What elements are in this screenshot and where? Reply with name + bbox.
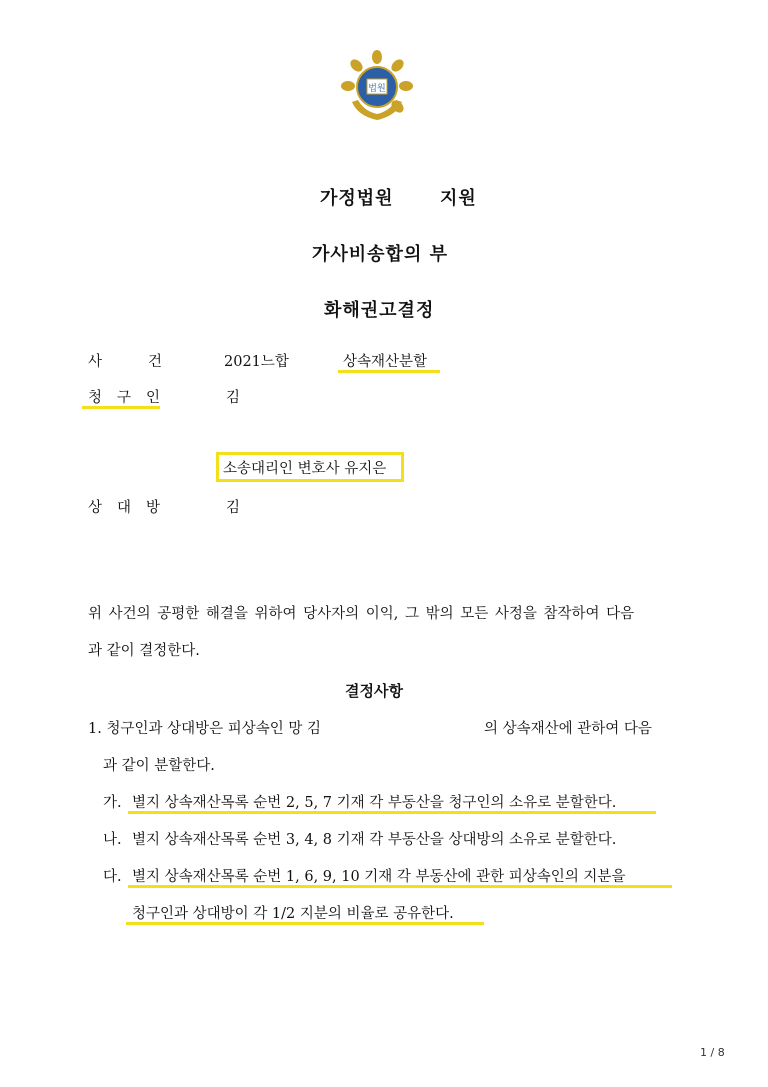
- item1-line2: 과 같이 분할한다.: [103, 758, 215, 774]
- petitioner-label-highlight: [82, 406, 160, 409]
- respondent-label-char-2: 대: [117, 500, 132, 516]
- item-da-marker: 다.: [103, 869, 122, 885]
- item-da-text-line-2: 청구인과 상대방이 각 1/2 지분의 비율로 공유한다.: [132, 906, 454, 922]
- document-title: 화해권고결정: [324, 300, 435, 321]
- division-name: 가사비송합의 부: [312, 244, 448, 265]
- petitioner-label-char-2: 구: [117, 390, 132, 406]
- case-name-highlight: [338, 370, 440, 373]
- item-da-line2-highlight: [126, 922, 484, 925]
- emblem-seal-text: 법원: [368, 84, 386, 94]
- respondent-label-char-3: 방: [146, 500, 161, 516]
- item1-line1-part-b: 의 상속재산에 관하여 다음: [484, 721, 652, 737]
- petitioner-name: 김: [226, 390, 241, 406]
- petitioner-label-char-3: 인: [146, 390, 161, 406]
- item-ga-text: 별지 상속재산목록 순번 2, 5, 7 기재 각 부동산을 청구인의 소유로 분할한다.: [132, 795, 617, 811]
- petitioner-label-char-1: 청: [88, 390, 103, 406]
- item-da-text-line-1: 별지 상속재산목록 순번 1, 6, 9, 10 기재 각 부동산에 관한 피상속인의 지분을: [132, 869, 626, 885]
- court-branch: 지원: [440, 188, 477, 209]
- intro-line-2: 과 같이 결정한다.: [88, 643, 200, 659]
- intro-line-1: 위 사건의 공평한 해결을 위하여 당사자의 이익, 그 밖의 모든 사정을 참작하여 다음: [88, 606, 635, 622]
- case-number: 2021느합: [224, 354, 289, 370]
- item-ga-marker: 가.: [103, 795, 122, 811]
- case-label-char-1: 사: [88, 354, 103, 370]
- item1-line1-part-a: 1. 청구인과 상대방은 피상속인 망 김: [88, 721, 321, 737]
- attorney-name: 소송대리인 변호사 유지은: [223, 461, 387, 477]
- item-da-line1-highlight: [128, 885, 672, 888]
- page-number: 1 / 8: [700, 1046, 725, 1059]
- respondent-label-char-1: 상: [88, 500, 103, 516]
- item-na-marker: 나.: [103, 832, 122, 848]
- respondent-name: 김: [226, 500, 241, 516]
- item-ga-highlight: [128, 811, 656, 814]
- court-emblem-icon: [338, 50, 416, 122]
- item-na-text: 별지 상속재산목록 순번 3, 4, 8 기재 각 부동산을 상대방의 소유로 분할한다.: [132, 832, 617, 848]
- decision-heading: 결정사항: [345, 682, 403, 700]
- case-name: 상속재산분할: [343, 354, 428, 370]
- court-name: 가정법원: [320, 188, 394, 209]
- case-label-char-2: 건: [148, 354, 163, 370]
